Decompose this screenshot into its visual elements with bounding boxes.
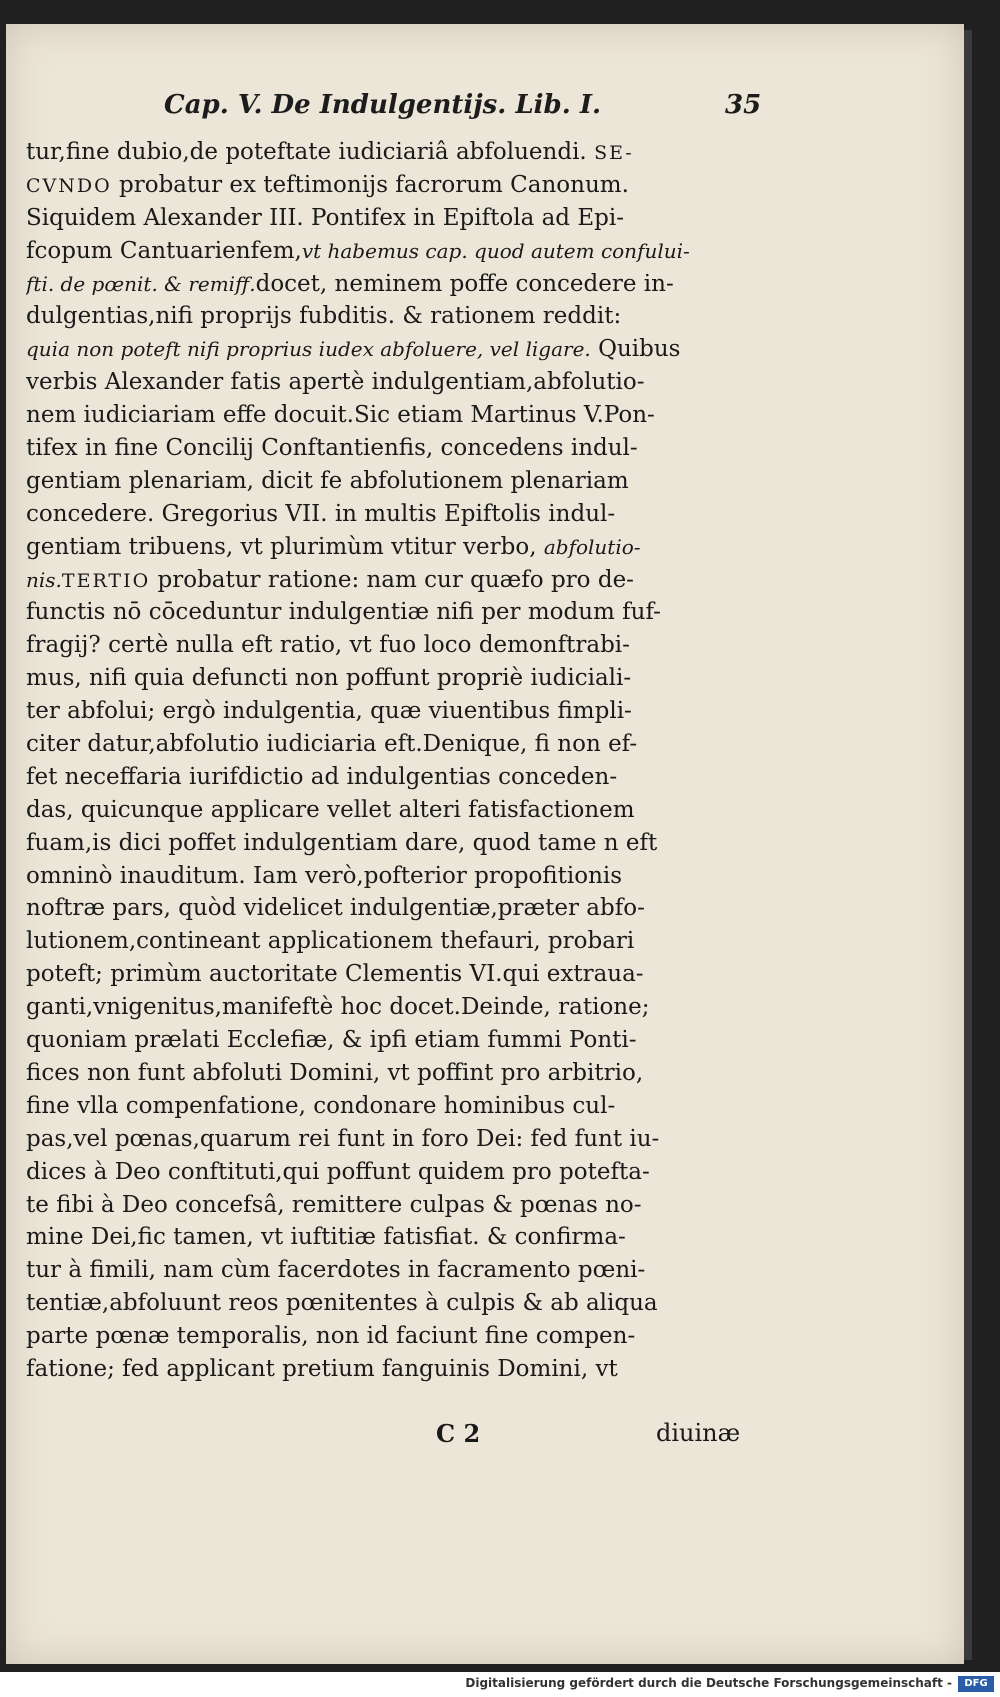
catchline: [26, 1419, 766, 1453]
text-segment: fatione; fed applicant pretium fanguinis Domini, vt: [26, 1355, 618, 1382]
text-line: [26, 366, 766, 399]
page-number: 35: [725, 90, 762, 120]
text-line: [26, 1024, 766, 1057]
body-text: [26, 136, 766, 1386]
text-segment: concedere. Gregorius VII. in multis Epiftolis indul-: [26, 500, 616, 527]
text-line: [26, 695, 766, 728]
text-line: [26, 202, 766, 235]
text-segment: fices non funt abfoluti Domini, vt poffint pro arbitrio,: [26, 1059, 644, 1086]
text-line: [26, 761, 766, 794]
text-segment: mus, nifi quia defuncti non poffunt propriè iudiciali-: [26, 665, 632, 692]
text-segment: gentiam tribuens, vt plurimùm vtitur verbo,: [26, 533, 544, 560]
text-segment: fcopum Cantuarienfem,: [26, 237, 302, 264]
text-line: [26, 1123, 766, 1156]
text-line: [26, 1057, 766, 1090]
text-line: [26, 465, 766, 498]
text-segment: verbis Alexander fatis apertè indulgentiam,abfolutio-: [26, 369, 645, 396]
running-title: Cap. V. De Indulgentijs. Lib. I.: [164, 90, 602, 120]
text-segment: tifex in fine Concilij Conftantienfis, concedens indul-: [26, 435, 638, 462]
dfg-logo: DFG: [958, 1676, 994, 1692]
funding-credit: Digitalisierung gefördert durch die Deutsche Forschungsgemeinschaft -: [465, 1676, 952, 1690]
text-line: [26, 432, 766, 465]
text-line: [26, 169, 766, 202]
text-segment: citer datur,abfolutio iudiciaria eft.Denique, fi non ef-: [26, 731, 638, 758]
digitization-footer: [0, 1672, 1000, 1697]
text-line: [26, 300, 766, 333]
text-line: [26, 1156, 766, 1189]
text-segment: mine Dei,fic tamen, vt iuftitiæ fatisfiat. & confirma-: [26, 1224, 626, 1251]
text-segment: das, quicunque applicare vellet alteri fatisfactionem: [26, 796, 635, 823]
text-line: [26, 728, 766, 761]
text-segment: CVNDO: [26, 174, 112, 197]
text-line: [26, 564, 766, 597]
text-line: [26, 1189, 766, 1222]
text-segment: lutionem,contineant applicationem thefauri, probari: [26, 928, 635, 955]
text-segment: pas,vel pœnas,quarum rei funt in foro Dei: fed funt iu-: [26, 1125, 660, 1152]
text-segment: dices à Deo conftituti,qui poffunt quidem pro potefta-: [26, 1158, 650, 1185]
text-line: [26, 333, 766, 366]
text-segment: dulgentias,nifi proprijs fubditis. & rationem reddit:: [26, 303, 622, 330]
text-line: [26, 1353, 766, 1386]
text-segment: ganti,vnigenitus,manifeftè hoc docet.Deinde, ratione;: [26, 994, 650, 1021]
text-line: [26, 596, 766, 629]
text-line: [26, 827, 766, 860]
text-line: [26, 1287, 766, 1320]
text-segment: docet, neminem poffe concedere in-: [255, 270, 674, 297]
text-segment: poteft; primùm auctoritate Clementis VI.qui extraua-: [26, 961, 644, 988]
text-segment: functis nō cōceduntur indulgentiæ nifi per modum fuf-: [26, 599, 661, 626]
text-line: [26, 1221, 766, 1254]
text-line: [26, 892, 766, 925]
text-segment: abfolutio-: [543, 534, 641, 559]
text-line: [26, 235, 766, 268]
text-line: [26, 498, 766, 531]
text-segment: gentiam plenariam, dicit fe abfolutionem plenariam: [26, 467, 629, 494]
text-segment: parte pœnæ temporalis, non id faciunt fine compen-: [26, 1323, 636, 1350]
text-line: [26, 399, 766, 432]
text-line: [26, 136, 766, 169]
text-segment: fet neceffaria iurifdictio ad indulgentias conceden-: [26, 763, 618, 790]
text-segment: fuam,is dici poffet indulgentiam dare, quod tame n eft: [26, 829, 658, 856]
signature-mark: C 2: [436, 1419, 481, 1448]
text-segment: vt habemus cap. quod autem confului-: [301, 238, 690, 263]
text-line: [26, 958, 766, 991]
text-segment: quoniam prælati Ecclefiæ, & ipfi etiam fummi Ponti-: [26, 1027, 637, 1054]
catchword: diuinæ: [656, 1419, 741, 1447]
text-segment: SE-: [594, 142, 634, 164]
text-segment: tentiæ,abfoluunt reos pœnitentes à culpis & ab aliqua: [26, 1290, 658, 1317]
text-segment: nis.: [26, 567, 62, 592]
text-line: [26, 1320, 766, 1353]
text-segment: fragij? certè nulla eft ratio, vt fuo loco demonftrabi-: [26, 632, 630, 659]
text-segment: fti. de pœnit. & remiff.: [26, 271, 256, 296]
running-head: [150, 90, 900, 130]
text-segment: te fibi à Deo concefsâ, remittere culpas & pœnas no-: [26, 1191, 642, 1218]
text-line: [26, 268, 766, 301]
text-line: [26, 860, 766, 893]
text-segment: tur,fine dubio,de poteftate iudiciariâ abfoluendi.: [26, 139, 595, 165]
text-segment: Quibus: [590, 336, 681, 363]
text-segment: nem iudiciariam effe docuit.Sic etiam Martinus V.Pon-: [26, 402, 655, 429]
text-segment: quia non poteft nifi proprius iudex abfoluere, vel ligare.: [26, 337, 591, 362]
text-segment: probatur ratione: nam cur quæfo pro de-: [150, 566, 634, 593]
text-line: [26, 794, 766, 827]
text-segment: Siquidem Alexander III. Pontifex in Epiftola ad Epi-: [26, 204, 624, 231]
text-segment: omninò inauditum. Iam verò,pofterior propofitionis: [26, 862, 623, 889]
text-line: [26, 991, 766, 1024]
text-line: [26, 531, 766, 564]
text-line: [26, 629, 766, 662]
text-segment: fine vlla compenfatione, condonare hominibus cul-: [26, 1092, 616, 1119]
text-segment: probatur ex teftimonijs facrorum Canonum.: [111, 171, 629, 198]
text-line: [26, 1090, 766, 1123]
text-segment: noftræ pars, quòd videlicet indulgentiæ,præter abfo-: [26, 895, 645, 922]
page-edge: [964, 30, 972, 1660]
text-line: [26, 925, 766, 958]
text-line: [26, 1254, 766, 1287]
text-segment: tur à fimili, nam cùm facerdotes in facramento pœni-: [26, 1257, 646, 1284]
text-line: [26, 662, 766, 695]
text-segment: ter abfolui; ergò indulgentia, quæ viuentibus fimpli-: [26, 698, 632, 725]
text-segment: TERTIO: [61, 569, 151, 592]
